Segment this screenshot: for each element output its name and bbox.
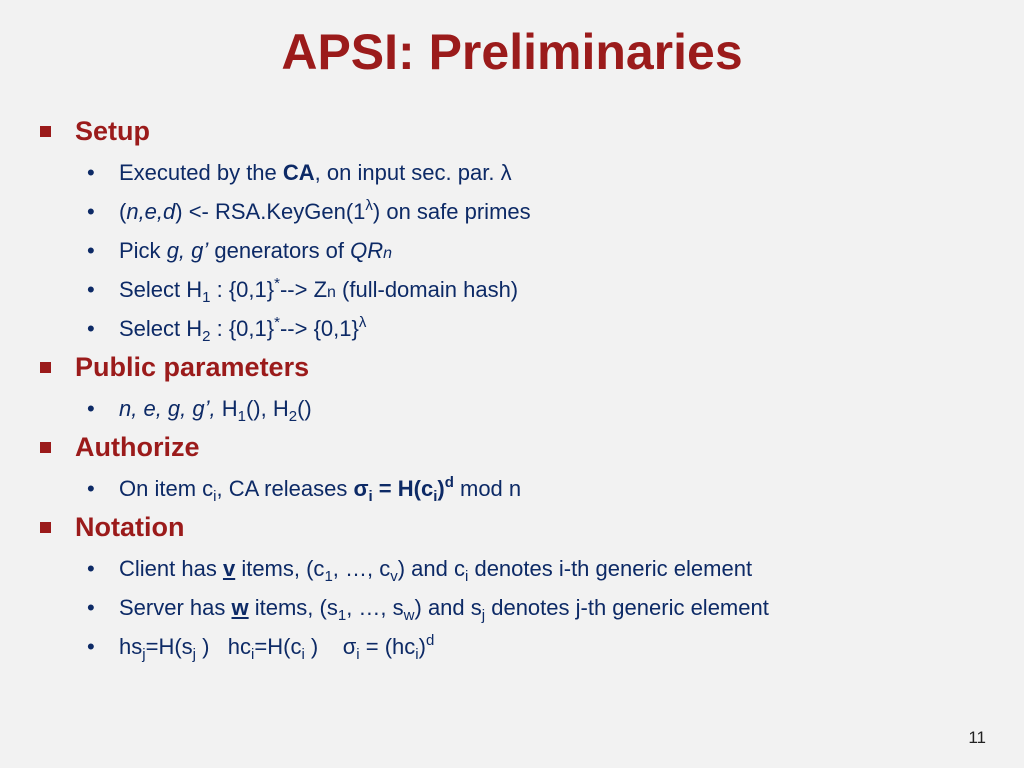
heading-notation [38,508,998,546]
square-bullet-icon [40,126,51,137]
heading-notation-text: Notation [75,512,185,542]
dot-bullet-icon: • [87,277,95,302]
dot-bullet-icon: • [87,160,95,185]
heading-public-text: Public parameters [75,352,310,382]
slide-content [38,112,998,666]
square-bullet-icon [40,362,51,373]
bullet-notation-server: • Server has w items, ($s_1$, …, $s_w$) and $s_j$ denotes j-th generic element [38,588,998,627]
dot-bullet-icon: • [87,199,95,224]
dot-bullet-icon: • [87,316,95,341]
ca-text: CA [282,160,315,185]
dot-bullet-icon: • [87,634,95,659]
square-bullet-icon [40,442,51,453]
dot-bullet-icon: • [87,238,95,263]
heading-setup-text: Setup [75,116,151,146]
heading-setup [38,112,998,150]
bullet-setup-keygen: • $(n,e,d) <- RSA.KeyGen(1^\lambda)$ on safe primes [38,192,998,231]
bullet-notation-client: • Client has v items, ($c_1$, …, $c_v$) and $c_i$ denotes i-th generic element [38,549,998,588]
dot-bullet-icon: • [87,556,95,581]
dot-bullet-icon: • [87,396,95,421]
bullet-setup-generators: • Pick g, g’ generators of QRn [38,231,998,270]
dot-bullet-icon: • [87,476,95,501]
square-bullet-icon [40,522,51,533]
bullet-authorize-release: • On item $c_i$, CA releases $\sigma_i = H(c_i)^d$ mod n [38,469,998,508]
bullet-public-params: • n, e, g, g’, $H_1()$, $H_2()$ [38,389,998,428]
heading-authorize-text: Authorize [75,432,200,462]
bullet-setup-h2: • Select $H_2$ : $\{0,1\}^*--> \{0,1\}^\lambda$ [38,309,998,348]
slide-title: APSI: Preliminaries [281,24,743,80]
bullet-setup-h1: • Select $H_1$ : {0,1}*--> Zn (full-domain hash) [38,270,998,309]
bullet-notation-hashes: • $hs_j=H(s_j$ ) $hc_i=H(c_i$ ) $\sigma_i = (hc_i)^d$ [38,627,998,666]
heading-public-parameters [38,348,998,386]
dot-bullet-icon: • [87,595,95,620]
bullet-setup-executed: • Executed by the CA, on input sec. par. λ [38,153,998,192]
heading-authorize [38,428,998,466]
page-number: 11 [968,728,986,747]
